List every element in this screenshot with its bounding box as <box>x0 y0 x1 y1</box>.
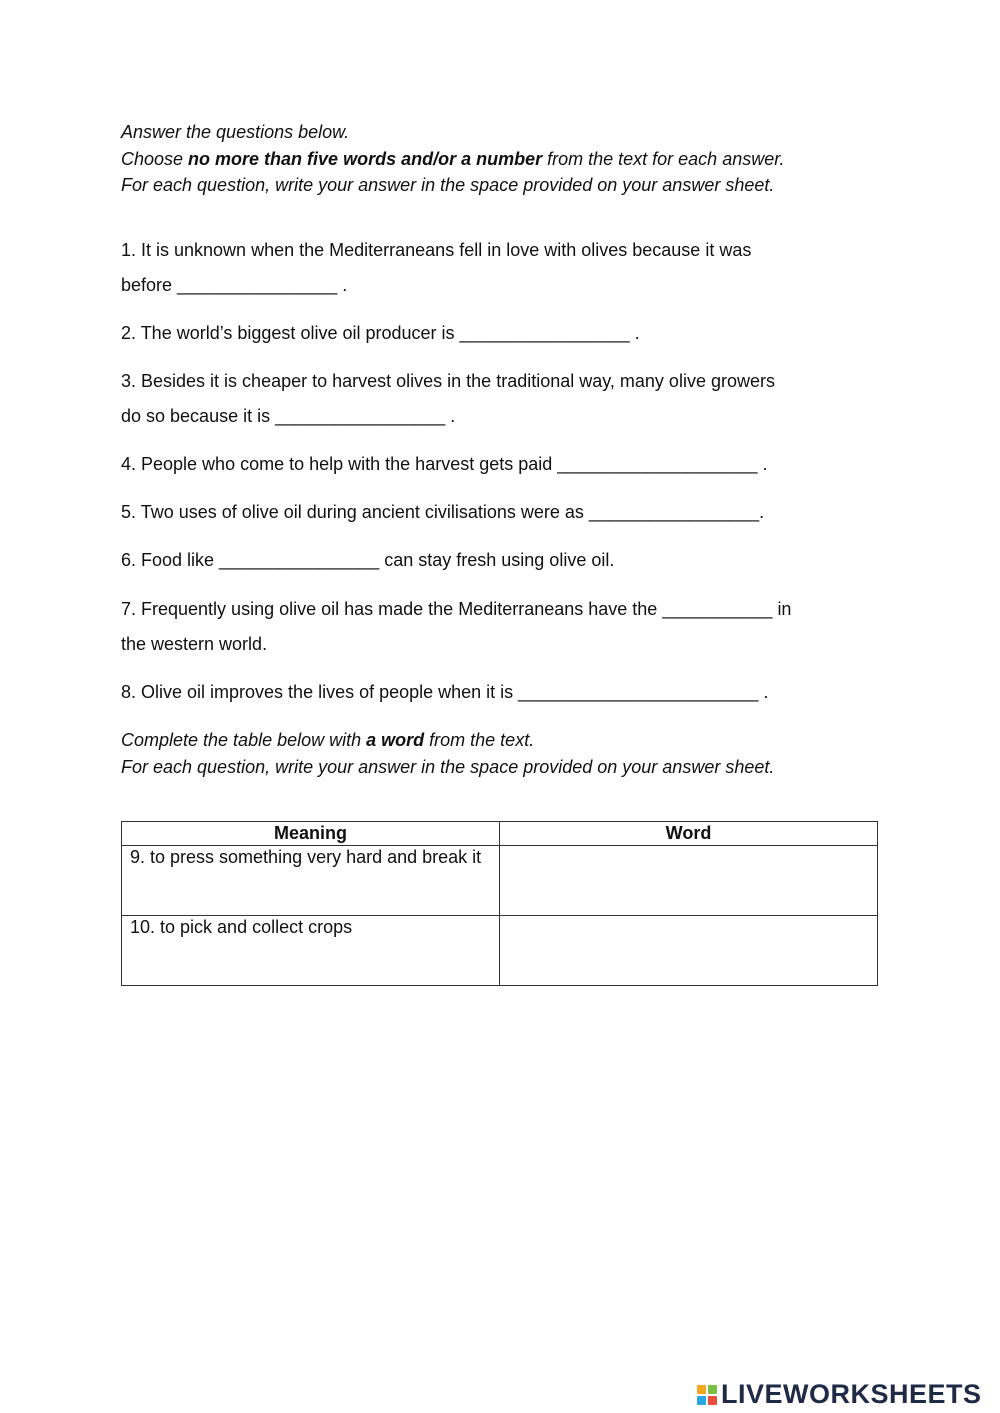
liveworksheets-logo-icon <box>697 1385 717 1405</box>
question-3 <box>121 364 775 434</box>
question-5 <box>121 495 764 530</box>
word-answer-cell[interactable] <box>500 916 878 986</box>
question-4 <box>121 447 767 482</box>
table-header-row <box>122 822 878 846</box>
question-2 <box>121 316 640 351</box>
instructions-block <box>121 119 785 199</box>
instruction-emphasis: a word <box>366 730 425 750</box>
vocabulary-table <box>121 821 878 986</box>
table-instructions <box>121 727 774 780</box>
question-text: 3. Besides it is cheaper to harvest olives in the traditional way, many olive growers <box>121 371 775 391</box>
column-header-meaning: Meaning <box>122 822 500 846</box>
instruction-emphasis: no more than five words and/or a number <box>188 148 543 169</box>
word-answer-cell[interactable] <box>500 846 878 916</box>
question-1 <box>121 233 751 303</box>
table-row <box>122 916 878 986</box>
question-6 <box>121 543 614 578</box>
question-text: before ________________ . <box>121 275 348 295</box>
instruction-line: Answer the questions below. <box>121 122 350 142</box>
question-text: 6. Food like ________________ can stay fresh using olive oil. <box>121 550 615 570</box>
instruction-line: Complete the table below with a word from the text. <box>121 730 535 750</box>
meaning-cell: 10. to pick and collect crops <box>122 916 500 986</box>
instruction-line: For each question, write your answer in the space provided on your answer sheet. <box>121 756 775 777</box>
watermark-text: LIVEWORKSHEETS <box>721 1379 982 1409</box>
liveworksheets-watermark <box>697 1379 982 1410</box>
instruction-line: For each question, write your answer in the space provided on your answer sheet. <box>121 175 775 195</box>
question-text: 5. Two uses of olive oil during ancient civilisations were as _________________. <box>121 502 765 522</box>
column-header-word: Word <box>500 822 878 846</box>
question-7 <box>121 592 791 662</box>
question-text: do so because it is _________________ . <box>121 406 456 426</box>
question-text: 4. People who come to help with the harvest gets paid ____________________ . <box>121 454 768 474</box>
question-text: the western world. <box>121 634 268 654</box>
meaning-cell: 9. to press something very hard and break it <box>122 846 500 916</box>
question-text: 2. The world’s biggest olive oil producer is _________________ . <box>121 323 640 343</box>
question-text: 7. Frequently using olive oil has made the Mediterraneans have the ___________ in <box>121 599 792 619</box>
instruction-line: Choose no more than five words and/or a number from the text for each answer. <box>121 148 785 169</box>
question-8 <box>121 675 768 710</box>
table-row <box>122 846 878 916</box>
question-text: 1. It is unknown when the Mediterraneans fell in love with olives because it was <box>121 240 752 260</box>
question-text: 8. Olive oil improves the lives of people when it is ________________________ . <box>121 682 769 702</box>
